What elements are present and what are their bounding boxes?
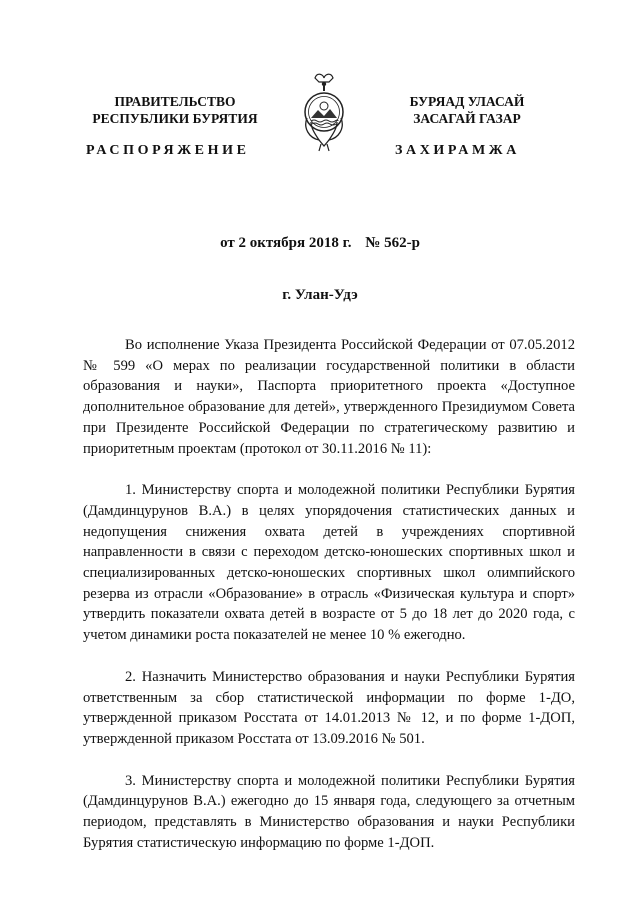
- paragraph-item-2: 2. Назначить Министерство образования и науки Республики Бурятия ответственным за сбор статистической информации по форме 1-ДО, утвержденной приказом Росстата от 14.01.2013 № 12, и по форме 1-ДОП, утвержденной приказом Росстата от 13.09.2016 № 501.: [83, 668, 575, 747]
- paragraph-preamble: Во исполнение Указа Президента Российской Федерации от 07.05.2012 № 599 «О мерах по реализации государственной политики в области образования и науки», Паспорта приоритетного проекта «Доступное дополнительное образование для детей», утвержденного Президиумом Совета при Президенте Российской Федерации по стратегическому развитию и приоритетным проектам (протокол от 30.11.2016 № 11):: [83, 337, 575, 457]
- header-left: [60, 93, 290, 127]
- document-kind-ru: РАСПОРЯЖЕНИЕ: [86, 143, 250, 158]
- header-left-line: ПРАВИТЕЛЬСТВО: [114, 94, 236, 109]
- buryatia-coat-of-arms-icon: [299, 72, 349, 152]
- document-kind-bua: ЗАХИРАМЖА: [395, 143, 520, 158]
- document-date-number: [0, 235, 640, 252]
- document-city: г. Улан-Удэ: [282, 287, 358, 303]
- paragraph-item-3: 3. Министерству спорта и молодежной политики Республики Бурятия (Дамдинцурунов В.А.) ежегодно до 15 января года, следующего за отчетным периодом, представлять в Министерство образования и науки Республики Бурятия статистическую информацию по форме 1-ДОП.: [83, 772, 575, 851]
- header-right-line: ЗАСАГАЙ ГАЗАР: [413, 111, 521, 126]
- document-number: № 562-р: [365, 235, 420, 251]
- paragraph-item-1: 1. Министерству спорта и молодежной политики Республики Бурятия (Дамдинцурунов В.А.) в целях упорядочения статистических данных и недопущения снижения охвата детей в учреждениях спортивной направленности в связи с переходом детско-юношеских спортивных школ и специализированных детско-юношеских спортивных школ олимпийского резерва из отрасли «Образование» в отрасль «Физическая культура и спорт» утвердить показатели охвата детей в возрасте от 5 до 18 лет до 2020 года, с учетом динамики роста показателей не менее 10 % ежегодно.: [83, 482, 575, 644]
- header-right: [352, 93, 582, 127]
- document-body: [83, 335, 575, 874]
- header-left-line: РЕСПУБЛИКИ БУРЯТИЯ: [92, 111, 258, 126]
- header-right-line: БУРЯАД УЛАСАЙ: [409, 94, 525, 109]
- document-date: от 2 октября 2018 г.: [220, 235, 352, 251]
